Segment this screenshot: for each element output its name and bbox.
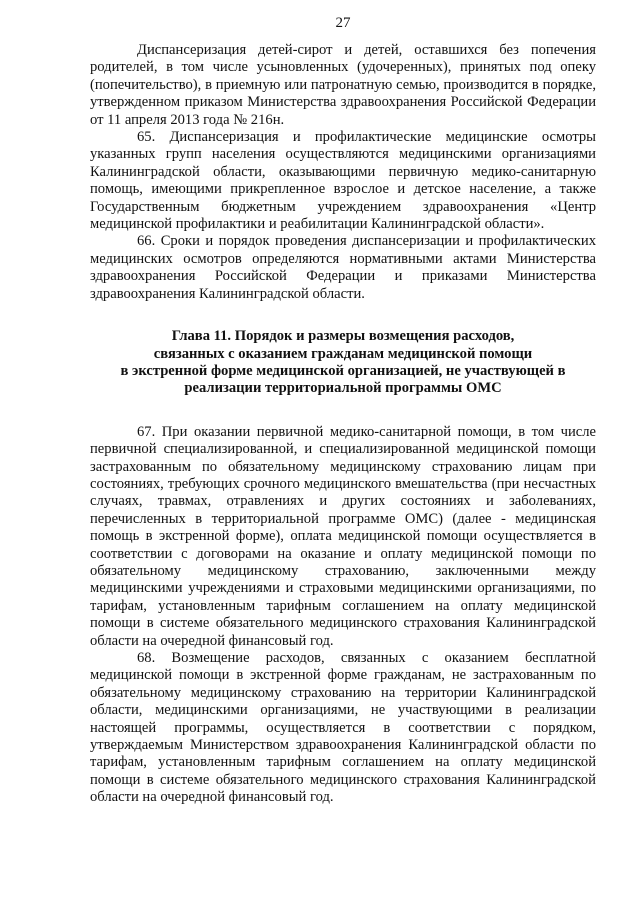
section-top: [90, 42, 596, 303]
chapter-heading-line: реализации территориальной программы ОМС: [184, 380, 502, 397]
page-number: 27: [335, 15, 351, 31]
chapter-heading-line: связанных с оказанием гражданам медицинской помощи: [153, 345, 533, 362]
paragraph-66: 66. Сроки и порядок проведения диспансеризации и профилактических медицинских осмотров определяются нормативными актами Министерства здравоохранения Российской Федерации и приказами Министерства здравоохранения Калининградской области.: [90, 233, 596, 302]
paragraph-68: 68. Возмещение расходов, связанных с оказанием бесплатной медицинской помощи в экстренной форме гражданам, не застрахованным по обязательному медицинскому страхованию на территории Калининградской области, медицинскими организациями, не участвующими в реализации настоящей программы, осуществляется в соответствии с порядком, утверждаемым Министерством здравоохранения Калининградской области по тарифам, установленным тарифным соглашением на оплату медицинской помощи в системе обязательного медицинского страхования Калининградской области на очередной финансовый год.: [90, 650, 596, 806]
paragraph-67: 67. При оказании первичной медико-санитарной помощи, в том числе первичной специализированной, и специализированной медицинской помощи застрахованным по обязательному медицинскому страхованию лицам при состояниях, требующих срочного медицинского вмешательства (при несчастных случаях, травмах, отравлениях и других состояниях и заболеваниях, перечисленных в территориальной программе ОМС) (далее - медицинская помощь в экстренной форме), оплата медицинской помощи осуществляется в соответствии с договорами на оказание и оплату медицинской помощи по обязательному медицинскому страхованию, заключенными между медицинскими учреждениями и страховыми медицинскими организациями, по тарифам, установленным тарифным соглашением на оплату медицинской помощи в системе обязательного медицинского страхования Калининградской области на очередной финансовый год.: [90, 423, 596, 649]
paragraph-65: 65. Диспансеризация и профилактические медицинские осмотры указанных групп населения осуществляются медицинскими организациями Калининградской области, оказывающими первичную медико-санитарную помощь, имеющими прикрепленное взрослое и детское население, а также Государственным бюджетным учреждением здравоохранения «Центр медицинской профилактики и реабилитации Калининградской области».: [90, 129, 596, 233]
paragraph-orphans-dispensary: Диспансеризация детей-сирот и детей, оставшихся без попечения родителей, в том числе усыновленных (удочеренных), принятых под опеку (попечительство), в приемную или патронатную семью, производится в порядке, утвержденном приказом Министерства здравоохранения Российской Федерации от 11 апреля 2013 года № 216н.: [90, 42, 596, 128]
chapter-heading-line: в экстренной форме медицинской организацией, не участвующей в: [120, 362, 566, 379]
chapter-heading-line: Глава 11. Порядок и размеры возмещения расходов,: [171, 328, 515, 345]
section-bottom: [90, 424, 596, 807]
chapter-heading: [90, 328, 596, 398]
